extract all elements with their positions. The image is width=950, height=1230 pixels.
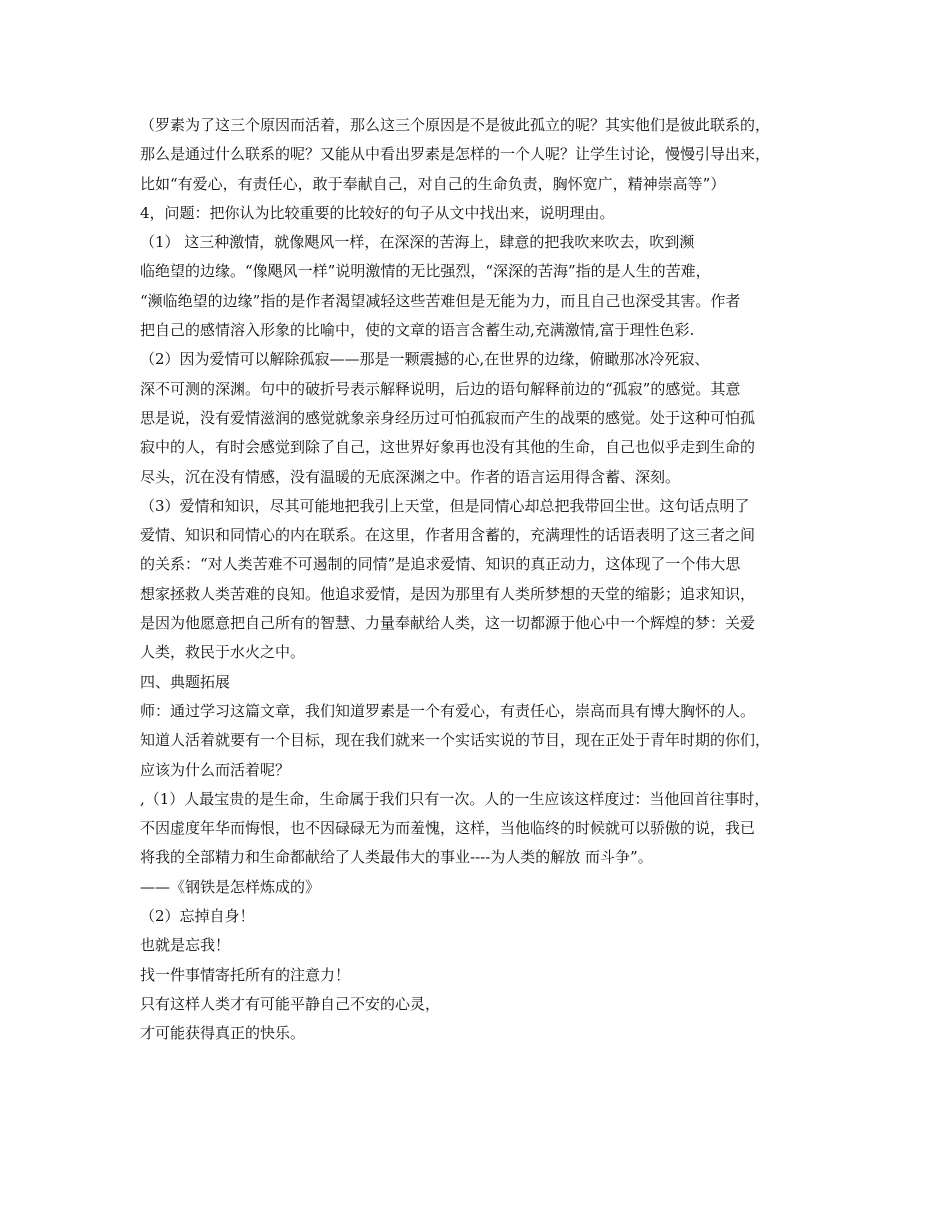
text-line: （3）爱情和知识，尽其可能地把我引上天堂，但是同情心却总把我带回尘世。这句话点明了 bbox=[140, 496, 750, 515]
text-line: 临绝望的边缘。“像飓风一样”说明激情的无比强烈，“深深的苦海”指的是人生的苦难， bbox=[140, 262, 711, 281]
citation-line: ——《钢铁是怎样炼成的》 bbox=[140, 877, 321, 896]
document-body bbox=[140, 111, 840, 1049]
text-line: 深不可测的深渊。句中的破折号表示解释说明，后边的语句解释前边的“孤寂”的感觉。其意 bbox=[140, 379, 741, 398]
text-line: 只有这样人类才有可能平静自己不安的心灵， bbox=[140, 994, 441, 1013]
text-line: 尽头，沉在没有情感，没有温暖的无底深渊之中。作者的语言运用得含蓄、深刻。 bbox=[140, 467, 681, 486]
text-line: “濒临绝望的边缘”指的是作者渴望减轻这些苦难但是无能为力，而且自己也深受其害。作者 bbox=[140, 291, 741, 310]
text-line: 将我的全部精力和生命都献给了人类最伟大的事业----为人类的解放 而斗争”。 bbox=[140, 848, 653, 867]
text-line: 把自己的感情溶入形象的比喻中，使的文章的语言含蓄生动,充满激情,富于理性色彩. bbox=[140, 321, 695, 340]
text-line: （1） 这三种激情，就像飓风一样，在深深的苦海上，肆意的把我吹来吹去，吹到濒 bbox=[140, 233, 695, 252]
text-line: 比如“有爱心，有责任心，敢于奉献自己，对自己的生命负责，胸怀宽广，精神崇高等”） bbox=[140, 174, 726, 193]
text-line: ,（1）人最宝贵的是生命，生命属于我们只有一次。人的一生应该这样度过：当他回首往事时， bbox=[140, 789, 770, 808]
text-line: 找一件事情寄托所有的注意力！ bbox=[140, 965, 351, 984]
text-line: （2）因为爱情可以解除孤寂——那是一颗震撼的心,在世界的边缘，俯瞰那冰冷死寂、 bbox=[140, 350, 710, 369]
text-line: 思是说，没有爱情滋润的感觉就象亲身经历过可怕孤寂而产生的战栗的感觉。处于这种可怕孤 bbox=[140, 408, 756, 427]
text-line: 师：通过学习这篇文章，我们知道罗素是一个有爱心，有责任心，崇高而具有博大胸怀的人。 bbox=[140, 701, 756, 720]
text-line: 寂中的人，有时会感觉到除了自己，这世界好象再也没有其他的生命，自己也似乎走到生命的 bbox=[140, 438, 756, 457]
text-line: 爱情、知识和同情心的内在联系。在这里，作者用含蓄的，充满理性的话语表明了这三者之间 bbox=[140, 526, 756, 545]
text-line: 那么是通过什么联系的呢？又能从中看出罗素是怎样的一个人呢？让学生讨论，慢慢引导出来， bbox=[140, 145, 771, 164]
text-line: 应该为什么而活着呢？ bbox=[140, 760, 291, 779]
question-heading: 4，问题：把你认为比较重要的比较好的句子从文中找出来，说明理由。 bbox=[140, 203, 615, 222]
section-heading: 四、典题拓展 bbox=[140, 672, 231, 691]
text-line: 的关系：“对人类苦难不可遏制的同情”是追求爱情、知识的真正动力，这体现了一个伟大思 bbox=[140, 555, 741, 574]
text-line: 不因虚度年华而悔恨，也不因碌碌无为而羞愧，这样，当他临终的时候就可以骄傲的说，我已 bbox=[140, 819, 756, 838]
text-line: 才可能获得真正的快乐。 bbox=[140, 1024, 306, 1043]
text-line: （2）忘掉自身！ bbox=[140, 907, 255, 926]
text-line: 人类，救民于水火之中。 bbox=[140, 643, 306, 662]
text-line: 也就是忘我！ bbox=[140, 936, 231, 955]
text-line: 知道人活着就要有一个目标，现在我们就来一个实话实说的节目，现在正处于青年时期的你们， bbox=[140, 731, 771, 750]
text-line: 想家拯救人类苦难的良知。他追求爱情，是因为那里有人类所梦想的天堂的缩影；追求知识， bbox=[140, 584, 756, 603]
text-line: 是因为他愿意把自己所有的智慧、力量奉献给人类，这一切都源于他心中一个辉煌的梦：关爱 bbox=[140, 614, 756, 633]
text-line: （罗素为了这三个原因而活着，那么这三个原因是不是彼此孤立的呢？其实他们是彼此联系的， bbox=[140, 116, 771, 134]
